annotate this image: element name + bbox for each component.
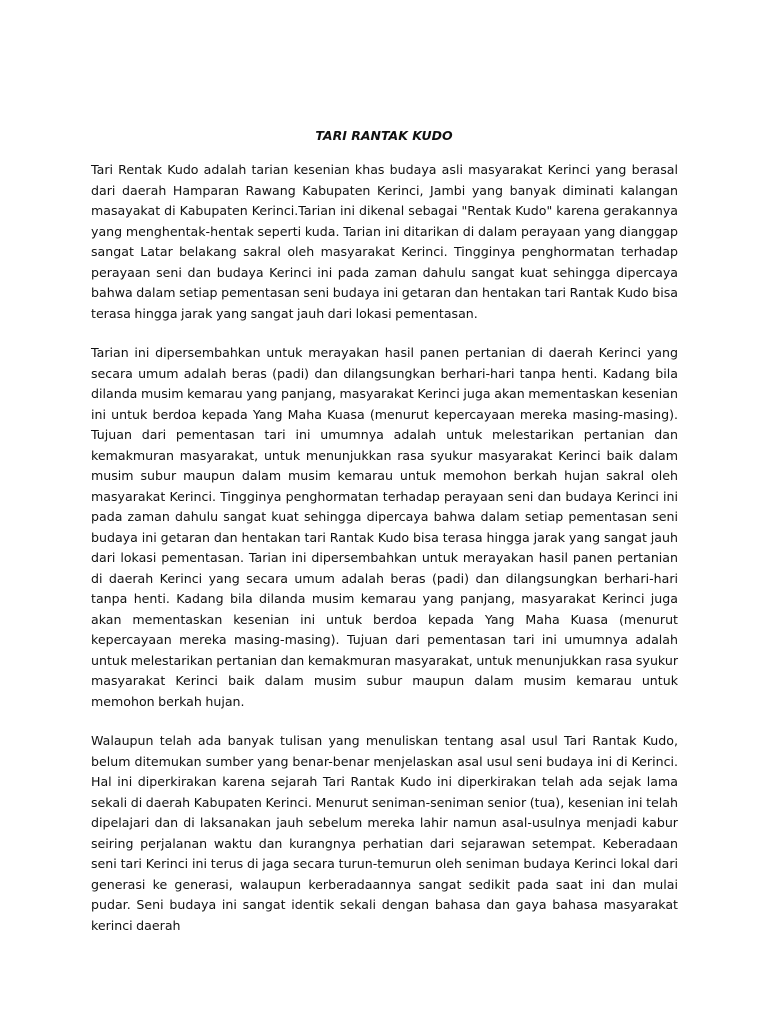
paragraph-3: Walaupun telah ada banyak tulisan yang menuliskan tentang asal usul Tari Rantak Kudo, belum ditemukan sumber yang benar-benar menjelaskan asal usul seni budaya ini di Kerinci. Hal ini diperkirakan karena sejarah Tari Rantak Kudo ini diperkirakan telah ada sejak lama sekali di daerah Kabupaten Kerinci. Menurut seniman-seniman senior (tua), kesenian ini telah dipelajari dan di laksanakan jauh sebelum mereka lahir namun asal-usulnya menjadi kabur seiring perjalanan waktu dan kurangnya perhatian dari sejarawan setempat. Keberadaan seni tari Kerinci ini terus di jaga secara turun-temurun oleh seniman budaya Kerinci lokal dari generasi ke generasi, walaupun kerberadaannya sangat sedikit pada saat ini dan mulai pudar. Seni budaya ini sangat identik sekali dengan bahasa dan gaya bahasa masyarakat kerinci daerah [91, 733, 678, 933]
document-title: TARI RANTAK KUDO [315, 128, 453, 143]
paragraph-2: Tarian ini dipersembahkan untuk merayakan hasil panen pertanian di daerah Kerinci yang secara umum adalah beras (padi) dan dilangsungkan berhari-hari tanpa henti. Kadang bila dilanda musim kemarau yang panjang, masyarakat Kerinci juga akan mementaskan kesenian ini untuk berdoa kepada Yang Maha Kuasa (menurut kepercayaan mereka masing-masing). Tujuan dari pementasan tari ini umumnya adalah untuk melestarikan pertanian dan kemakmuran masyarakat, untuk menunjukkan rasa syukur masyarakat Kerinci baik dalam musim subur maupun dalam musim kemarau untuk memohon berkah hujan sakral oleh masyarakat Kerinci. Tingginya penghormatan terhadap perayaan seni dan budaya Kerinci ini pada zaman dahulu sangat kuat sehingga dipercaya bahwa dalam setiap pementasan seni budaya ini getaran dan hentakan tari Rantak Kudo bisa terasa hingga jarak yang sangat jauh dari lokasi pementasan. Tarian ini dipersembahkan untuk merayakan hasil panen pertanian di daerah Kerinci yang secara umum adalah beras (padi) dan dilangsungkan berhari-hari tanpa henti. Kadang bila dilanda musim kemarau yang panjang, masyarakat Kerinci juga akan mementaskan kesenian ini untuk berdoa kepada Yang Maha Kuasa (menurut kepercayaan mereka masing-masing). Tujuan dari pementasan tari ini umumnya adalah untuk melestarikan pertanian dan kemakmuran masyarakat, untuk menunjukkan rasa syukur masyarakat Kerinci baik dalam musim subur maupun dalam musim kemarau untuk memohon berkah hujan. [91, 345, 678, 709]
paragraph-1: Tari Rentak Kudo adalah tarian kesenian khas budaya asli masyarakat Kerinci yang berasal dari daerah Hamparan Rawang Kabupaten Kerinci, Jambi yang banyak diminati kalangan masayakat di Kabupaten Kerinci.Tarian ini dikenal sebagai "Rentak Kudo" karena gerakannya yang menghentak-hentak seperti kuda. Tarian ini ditarikan di dalam perayaan yang dianggap sangat Latar belakang sakral oleh masyarakat Kerinci. Tingginya penghormatan terhadap perayaan seni dan budaya Kerinci ini pada zaman dahulu sangat kuat sehingga dipercaya bahwa dalam setiap pementasan seni budaya ini getaran dan hentakan tari Rantak Kudo bisa terasa hingga jarak yang sangat jauh dari lokasi pementasan. [91, 162, 678, 321]
document-body [91, 160, 678, 955]
